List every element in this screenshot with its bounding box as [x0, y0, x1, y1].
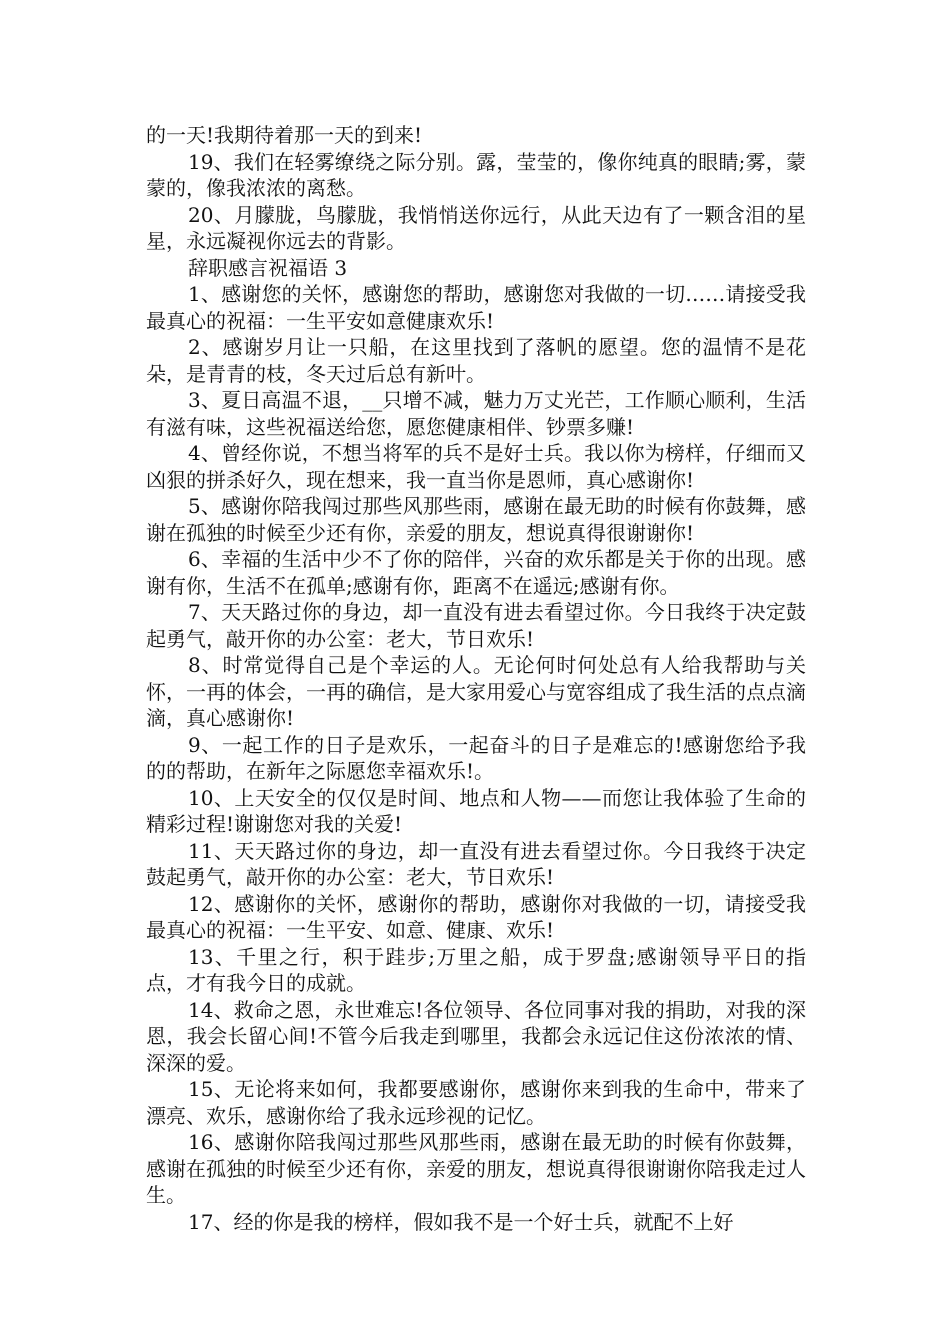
- paragraph-1: 1、感谢您的关怀，感谢您的帮助，感谢您对我做的一切……请接受我最真心的祝福：一生平安如意健康欢乐!: [146, 282, 806, 333]
- paragraph-17: 17、经的你是我的榜样，假如我不是一个好士兵，就配不上好: [188, 1209, 734, 1234]
- paragraph-19: 19、我们在轻雾缭绕之际分别。露，莹莹的，像你纯真的眼睛;雾，蒙蒙的，像我浓浓的离愁。: [146, 149, 806, 200]
- paragraph-7: 7、天天路过你的身边，却一直没有进去看望过你。今日我终于决定鼓起勇气，敲开你的办公室：老大，节日欢乐!: [146, 600, 806, 651]
- paragraph-10: 10、上天安全的仅仅是时间、地点和人物——而您让我体验了生命的精彩过程!谢谢您对我的关爱!: [146, 785, 806, 836]
- paragraph-20: 20、月朦胧，鸟朦胧，我悄悄送你远行，从此天边有了一颗含泪的星星，永远凝视你远去的背影。: [146, 202, 806, 253]
- paragraph-11: 11、天天路过你的身边，却一直没有进去看望过你。今日我终于决定鼓起勇气，敲开你的办公室：老大，节日欢乐!: [146, 838, 806, 889]
- paragraph-14: 14、救命之恩，永世难忘!各位领导、各位同事对我的捐助，对我的深恩，我会长留心间!不管今后我走到哪里，我都会永远记住这份浓浓的情、深深的爱。: [146, 997, 806, 1075]
- paragraph-16: 16、感谢你陪我闯过那些风那些雨，感谢在最无助的时候有你鼓舞，感谢在孤独的时候至少还有你，亲爱的朋友，想说真得很谢谢你陪我走过人生。: [146, 1130, 806, 1207]
- section-heading: 辞职感言祝福语 3: [188, 255, 348, 280]
- paragraph-2: 2、感谢岁月让一只船，在这里找到了落帆的愿望。您的温情不是花朵，是青青的枝，冬天过后总有新叶。: [146, 335, 806, 386]
- paragraph-9: 9、一起工作的日子是欢乐，一起奋斗的日子是难忘的!感谢您给予我的的帮助，在新年之际愿您幸福欢乐!。: [146, 732, 806, 783]
- paragraph-6: 6、幸福的生活中少不了你的陪伴，兴奋的欢乐都是关于你的出现。感谢有你，生活不在孤单;感谢有你，距离不在遥远;感谢有你。: [146, 547, 806, 598]
- paragraph-8: 8、时常觉得自己是个幸运的人。无论何时何处总有人给我帮助与关怀，一再的体会，一再的确信，是大家用爱心与宽容组成了我生活的点点滴滴，真心感谢你!: [146, 653, 806, 730]
- paragraph-3: 3、夏日高温不退，__只增不减，魅力万丈光芒，工作顺心顺利，生活有滋有味，这些祝福送给您，愿您健康相伴、钞票多赚!: [146, 388, 806, 439]
- paragraph-15: 15、无论将来如何，我都要感谢你，感谢你来到我的生命中，带来了漂亮、欢乐，感谢你给了我永远珍视的记忆。: [146, 1077, 806, 1128]
- paragraph-4: 4、曾经你说，不想当将军的兵不是好士兵。我以你为榜样，仔细而又凶狠的拼杀好久，现在想来，我一直当你是恩师，真心感谢你!: [146, 441, 806, 492]
- paragraph-13: 13、千里之行，积于跬步;万里之船，成于罗盘;感谢领导平日的指点，才有我今日的成就。: [146, 944, 806, 995]
- paragraph-12: 12、感谢你的关怀，感谢你的帮助，感谢你对我做的一切，请接受我最真心的祝福：一生平安、如意、健康、欢乐!: [146, 891, 806, 942]
- paragraph-5: 5、感谢你陪我闯过那些风那些雨，感谢在最无助的时候有你鼓舞，感谢在孤独的时候至少还有你，亲爱的朋友，想说真得很谢谢你!: [146, 494, 806, 545]
- document-body: [146, 122, 806, 1235]
- paragraph-continuation: 的一天!我期待着那一天的到来!: [146, 123, 423, 147]
